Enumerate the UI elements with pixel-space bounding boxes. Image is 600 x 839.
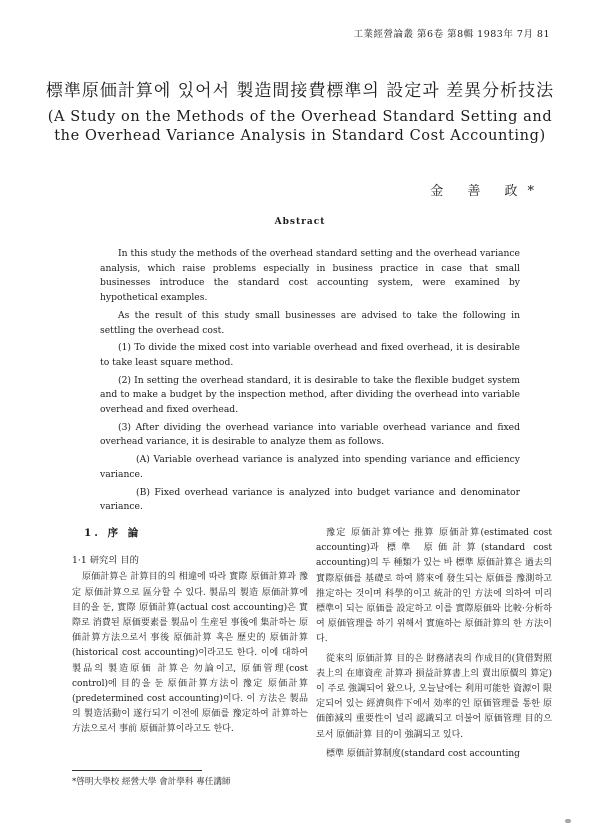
english-title-line: (A Study on the Methods of the Overhead Standard Setting and	[47, 109, 553, 125]
author-affiliation-footnote: *啓明大學校 經營大學 會計學科 專任講師	[72, 777, 231, 787]
author-name: 金 善 政*	[430, 184, 544, 199]
body-paragraph: 標準 原価計算制度(standard cost accounting	[326, 748, 520, 759]
abstract-item: (3) After dividing the overhead variance into variable overhead variance and fixed overhead variance, it is desirable to analyze them as follows.	[100, 421, 520, 448]
korean-title: 標準原価計算에 있어서 製造間接費標準의 設定과 差異分析技法	[45, 81, 555, 101]
abstract-subitem: (B) Fixed overhead variance is analyzed into budget variance and denominator variance.	[100, 486, 520, 513]
body-paragraph: 豫定 原価計算에는 推算 原価計算(estimated cost accounting)과 標準 原価計算(standard cost accounting)의 두 種類가 있는 바 標準 原価計算은 過去의 實際原価를 基礎로 하여 將來에 發生되는 原価를 豫測하고 推定하는 것이며 科學的이고 統計的인 方法에 의하여 미리 標準이 되는 原価를 設定하고 이를 實際原価와 比較·分析하여 原価管理를 하기 위해서 實施하는 原価計算의 한 方法이다.	[316, 528, 552, 645]
running-header: 工業經營論叢 第6卷 第8輯 1983年 7月 81	[353, 29, 550, 40]
left-column	[72, 526, 308, 738]
english-title	[30, 108, 570, 146]
abstract-paragraph: As the result of this study small businesses are advised to take the following in settling the overhead cost.	[100, 309, 520, 336]
subsection-heading: 1·1 研究의 目的	[72, 555, 139, 567]
abstract-item: (2) In setting the overhead standard, it is desirable to take the flexible budget system and to make a budget by the inspection method, after dividing the overhead into variable overhead and fixed overhead.	[100, 374, 520, 416]
abstract-item: (1) To divide the mixed cost into variable overhead and fixed overhead, it is desirable to take least square method.	[100, 342, 520, 368]
english-title-line: the Overhead Variance Analysis in Standard Cost Accounting)	[54, 128, 546, 144]
body-paragraph: 原価計算은 計算目的의 相違에 따라 實際 原価計算과 豫定 原価計算으로 區分할 수 있다. 製品의 製造 原価計算에 目的을 둔, 實際 原価計算(actual cost accounting)은 實際로 消費된 原価要素를 製品이 生産된 事後에 集計하는 原価計算方法으로서 事後 原価計算 혹은 歷史的 原価計算(historical cost accounting)이라고도 한다. 이에 대하여 製品의 製造原価 計算은 勿論이고, 原価管理(cost control)에 目的을 둔 原価計算方法이 豫定 原価計算(predetermined cost accounting)이다. 이 方法은 製品의 製造活動이 遂行되기 이전에 原価를 豫定하여 計算하는 方法으로서 事前 原価計算이라고도 한다.	[72, 572, 308, 735]
body-paragraph: 從來의 原価計算 目的은 財務諸表의 作成目的(貸借對照表上의 在庫資産 計算과 損益計算書上의 賣出原價의 算定)이 주로 強調되어 왔으나, 오늘날에는 利用可能한 資源이 限定되어 있는 經濟與件下에서 効率的인 原価管理를 통한 原価節減의 重要性이 널리 認識되고 더불어 原価管理 目的으로서 原価計算 目的이 強調되고 있다.	[316, 653, 552, 740]
abstract-paragraph: In this study the methods of the overhead standard setting and the overhead variance analysis, which raise problems especially in business practice in case that small businesses introduce the standard cost accounting system, were examined by hypothetical examples.	[100, 248, 520, 304]
section-heading: 1. 序 論	[84, 527, 142, 539]
scan-speck	[565, 819, 571, 823]
abstract-body	[100, 247, 520, 518]
right-column	[316, 526, 552, 762]
abstract-subitem: (A) Variable overhead variance is analyzed into spending variance and efficiency variance.	[100, 454, 520, 480]
footnote-divider	[72, 770, 202, 771]
abstract-heading: Abstract	[274, 217, 326, 227]
